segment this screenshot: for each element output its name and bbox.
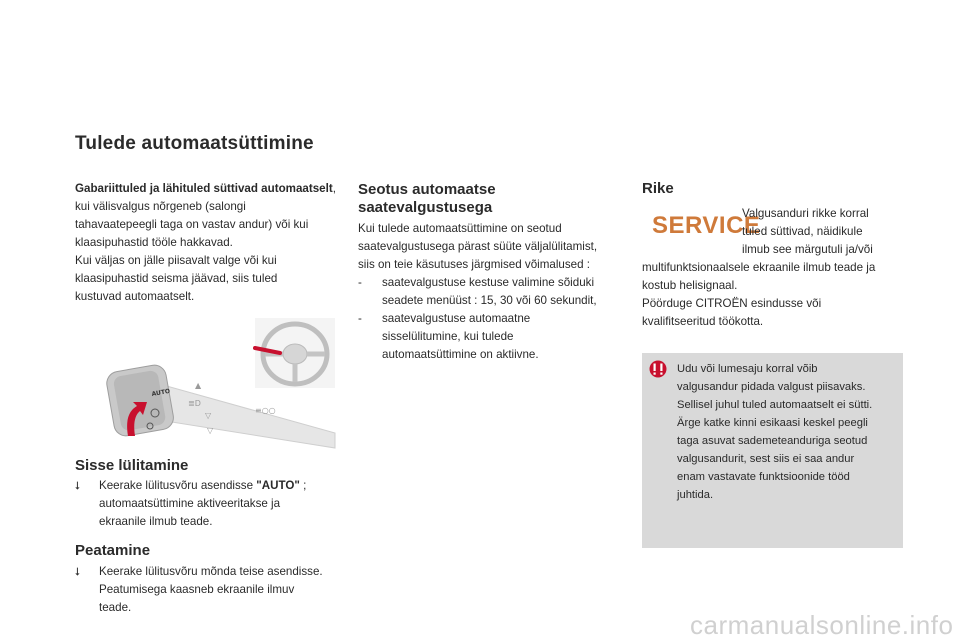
- intro-line: klaasipuhastid tööle hakkavad.: [75, 236, 233, 249]
- intro-bold: Gabariittuled ja lähituled süttivad automaatselt: [75, 182, 333, 195]
- rike-paragraph: [642, 259, 902, 331]
- sisse-text: Keerake lülitusvõru asendisse: [99, 479, 257, 492]
- seotus-line: siis on teie käsutuses järgmised võimalused :: [358, 258, 590, 271]
- heading-seotus-line1: Seotus automaatse: [358, 181, 496, 198]
- warning-text: [677, 360, 899, 504]
- seotus-line: saatevalgustusega pärast süüte väljalülitamist,: [358, 240, 598, 253]
- svg-text:≡○○: ≡○○: [255, 406, 276, 415]
- intro-comma: ,: [332, 182, 336, 195]
- svg-text:▽: ▽: [207, 426, 214, 435]
- list-item-line: seadete menüüst : 15, 30 või 60 sekundit,: [382, 294, 597, 307]
- heading-seotus: [358, 181, 623, 217]
- service-warning-icon: SERVICE: [652, 212, 761, 239]
- list-item-line: sisselülitumine, kui tulede: [382, 330, 514, 343]
- peatamine-line: Peatumisega kaasneb ekraanile ilmuv: [99, 583, 295, 596]
- stalk-auto-label: AUTO: [151, 387, 171, 398]
- sisse-bullet: [75, 477, 337, 531]
- warning-line: Ärge katke kinni esikaasi keskel peegli: [677, 417, 868, 429]
- intro-line: Kui väljas on jälle piisavalt valge või kui: [75, 254, 277, 267]
- seotus-paragraph: [358, 220, 623, 364]
- intro-line: klaasipuhastid seisma jäävad, siis tuled: [75, 272, 278, 285]
- rike-line: multifunktsionaalsele ekraanile ilmub teade ja: [642, 261, 876, 274]
- heading-peatamine: Peatamine: [75, 542, 151, 559]
- dash-bullet: -: [358, 276, 362, 289]
- warning-line: Udu või lumesaju korral võib: [677, 363, 818, 375]
- rike-side-line: ilmub see märgutuli ja/või: [742, 243, 873, 256]
- rike-side-text: [742, 205, 902, 259]
- dash-bullet: -: [358, 312, 362, 325]
- rike-line: kvalifitseeritud töökotta.: [642, 315, 764, 328]
- warning-line: taga asuvat sademeteanduriga seotud: [677, 435, 868, 447]
- warning-line: enam vastavate funktsioonide tööd: [677, 471, 850, 483]
- sisse-line: ekraanile ilmub teade.: [99, 515, 213, 528]
- seotus-line: Kui tulede automaatsüttimine on seotud: [358, 222, 562, 235]
- rike-line: kostub helisignaal.: [642, 279, 738, 292]
- footer-watermark: carmanualsonline.info: [690, 610, 954, 640]
- list-item: [358, 310, 623, 364]
- warning-line: valgusandur pidada valgust piisavaks.: [677, 381, 866, 393]
- rike-side-line: Valgusanduri rikke korral: [742, 207, 869, 220]
- svg-text:▽: ▽: [205, 411, 212, 420]
- warning-line: Sellisel juhul tuled automaatselt ei sütti.: [677, 399, 873, 411]
- intro-line: kustuvad automaatselt.: [75, 290, 195, 303]
- arrow-bullet-icon: ⭣: [75, 566, 81, 578]
- svg-text:▲: ▲: [195, 381, 202, 390]
- svg-text:≣D: ≣D: [188, 399, 201, 408]
- warning-line: valgusandurit, sest siis ei saa andur: [677, 453, 855, 465]
- peatamine-bullet: [75, 563, 345, 617]
- intro-line: kui välisvalgus nõrgeneb (salongi: [75, 200, 246, 213]
- peatamine-line: teade.: [99, 601, 132, 614]
- page-title: Tulede automaatsüttimine: [75, 133, 314, 154]
- list-item: [358, 274, 623, 310]
- light-stalk-illustration: [95, 318, 340, 453]
- heading-seotus-line2: saatevalgustusega: [358, 199, 493, 216]
- list-item-line: saatevalgustuse automaatne: [382, 312, 531, 325]
- warning-line: juhtida.: [677, 489, 714, 501]
- rike-line: Pöörduge CITROËN esindusse või: [642, 297, 822, 310]
- list-item-line: saatevalgustuse kestuse valimine sõiduki: [382, 276, 595, 289]
- sisse-auto: "AUTO": [256, 479, 300, 492]
- warning-icon: [648, 360, 668, 378]
- intro-paragraph: [75, 180, 345, 306]
- heading-rike: Rike: [642, 180, 674, 197]
- steering-wheel-icon: [255, 318, 335, 388]
- intro-line: tahavaatepeegli taga on vastav andur) või kui: [75, 218, 309, 231]
- sisse-semicolon: ;: [299, 479, 307, 492]
- arrow-bullet-icon: ⭣: [75, 480, 81, 492]
- list-item-line: automaatsüttimine on aktiivne.: [382, 348, 539, 361]
- rike-side-line: tuled süttivad, näidikule: [742, 225, 863, 238]
- heading-sisse: Sisse lülitamine: [75, 457, 189, 474]
- sisse-line: automaatsüttimine aktiveeritakse ja: [99, 497, 281, 510]
- peatamine-line: Keerake lülitusvõru mõnda teise asendisse.: [99, 565, 323, 578]
